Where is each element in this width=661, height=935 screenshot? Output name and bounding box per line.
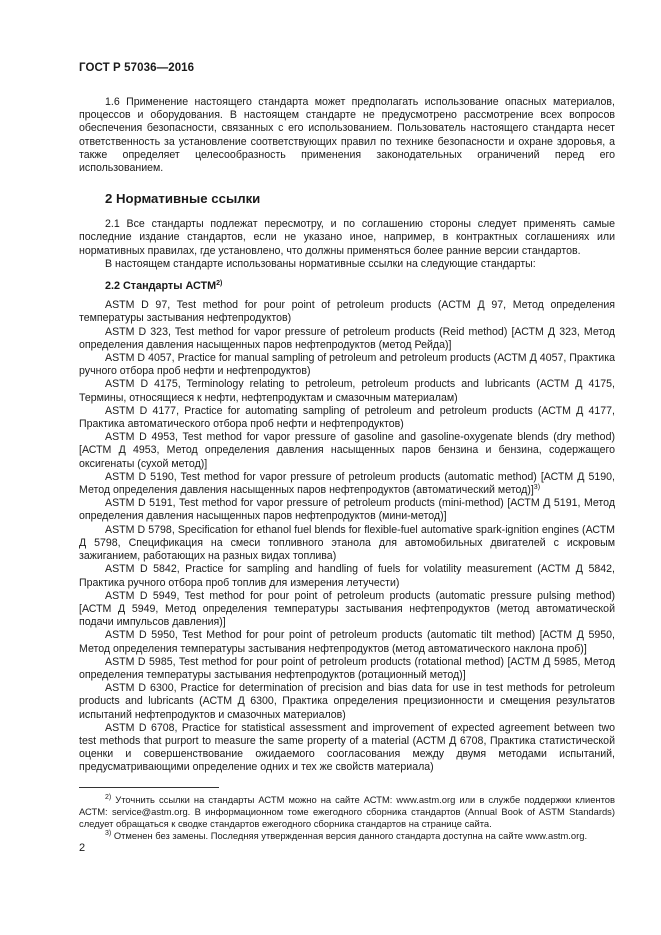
page-number: 2 <box>79 842 86 854</box>
reference-item-5190 <box>79 471 615 497</box>
footnote-mark: 3) <box>105 829 112 837</box>
reference-item: ASTM D 323, Test method for vapor pressure of petroleum products (Reid method) [АСТМ Д 323, Метод определения давления насыщенных паров нефтепродуктов (метод Рейда)] <box>79 325 615 351</box>
reference-item: ASTM D 6300, Practice for determination of precision and bias data for use in test methods for petroleum products and lubricants (АСТМ Д 6300, Практика определения прецизионности и смещения результатов испытаний нефтепродуктов и смазочных материалов) <box>79 682 615 721</box>
section-title: 2 Нормативные ссылки <box>105 191 261 207</box>
reference-item: ASTM D 5949, Test method for pour point of petroleum products (automatic pressure pulsing method) [АСТМ Д 5949, Метод определения температуры застывания нефтепродуктов (метод автоматической подачи импульсов давления)] <box>79 589 615 629</box>
footnote-text: Уточнить ссылки на стандарты АСТМ можно на сайте АСТМ: www.astm.org или в службе поддержки клиентов АСТМ: service@astm.org. В информационном томе ежегодного сборника стандартов (Annual Book of ASTM Standards) следует обращаться к сводке стандартов ежегодного сборника стандартов на странице сайта. <box>79 793 615 829</box>
reference-item: ASTM D 4953, Test method for vapor pressure of gasoline and gasoline-oxygenate blends (dry method) [АСТМ Д 4953, Метод определения давления насыщенных паров бензина и бензина, содержащего оксигенаты (сухой метод)] <box>79 431 615 470</box>
footnote-ref-3: 3) <box>533 484 541 492</box>
reference-item: ASTM D 5950, Test Method for pour point of petroleum products (automatic tilt method) [АСТМ Д 5950, Метод определения температуры застывания нефтепродуктов (метод автоматического наклона проб)] <box>79 629 615 655</box>
paragraph-2-1: 2.1 Все стандарты подлежат пересмотру, и по соглашению стороны следует применять самые последние издание стандартов, если не указано иное, например, в контрактных соглашениях или нормативных правилах, где установлено, что должны применяться более ранние версии стандартов. <box>79 218 615 257</box>
reference-item: ASTM D 5842, Practice for sampling and handling of fuels for volatility measurement (АСТМ Д 5842, Практика ручного отбора проб топлив для измерения летучести) <box>79 563 615 589</box>
reference-item: ASTM D 4057, Practice for manual sampling of petroleum and petroleum products (АСТМ Д 4057, Практика ручного отбора проб нефти и нефтепродуктов) <box>79 352 615 378</box>
reference-item: ASTM D 97, Test method for pour point of petroleum products (АСТМ Д 97, Метод определения температуры застывания нефтепродуктов) <box>79 299 615 325</box>
reference-item: ASTM D 5191, Test method for vapor pressure of petroleum products (mini-method) [АСТМ Д 5191, Метод определения давления насыщенных паров нефтепродуктов (мини-метод)] <box>79 497 615 523</box>
footnotes <box>79 794 615 842</box>
footnote-text: Отменен без замены. Последняя утвержденная версия данного стандарта доступна на сайте www.astm.org. <box>113 829 588 841</box>
subsection-title <box>79 280 615 293</box>
footnote-ref-2: 2) <box>216 280 223 288</box>
page-content <box>79 96 615 842</box>
paragraph-1-6: 1.6 Применение настоящего стандарта может предполагать использование опасных материалов, процессов и оборудования. В настоящем стандарте не предусмотрено рассмотрение всех вопросов обеспечения безопасности, связанных с его использованием. Пользователь настоящего стандарта несет ответственность за установление соответствующих правил по технике безопасности и охране здоровья, а также определяет целесообразность применения законодательных ограничений перед его использованием. <box>79 96 615 175</box>
reference-text: ASTM D 5190, Test method for vapor pressure of petroleum products (automatic method) [АСТМ Д 5190, Метод определения давления насыщенных паров нефтепродуктов (автоматический метод)] <box>79 470 615 497</box>
reference-item: ASTM D 4177, Practice for automating sampling of petroleum and petroleum products (АСТМ Д 4177, Практика автоматического отбора проб нефти и нефтепродуктов) <box>79 404 615 431</box>
footnote-divider <box>79 787 219 788</box>
document-code-header: ГОСТ Р 57036—2016 <box>79 62 195 74</box>
reference-item: ASTM D 5798, Specification for ethanol fuel blends for flexible-fuel automative spark-ignition engines (АСТМ Д 5798, Спецификация на смеси топливного этанола для автомобильных двигателей с искровым зажиганием, работающих на разных видах топлива) <box>79 523 615 563</box>
reference-item: ASTM D 4175, Terminology relating to petroleum, petroleum products and lubricants (АСТМ Д 4175, Термины, относящиеся к нефти, нефтепродуктам и смазочным материалам) <box>79 378 615 404</box>
footnote-2 <box>79 794 615 830</box>
footnote-3 <box>79 830 615 842</box>
footnote-mark: 2) <box>105 793 112 801</box>
reference-item: ASTM D 6708, Practice for statistical assessment and improvement of expected agreement between two test methods that purport to measure the same property of a material (АСТМ Д 6708, Практика статистической оценки и совершенствование ожидаемого соогласования между двумя методами испытаний, предусматривающими определение одних и тех же свойств материала) <box>79 721 615 774</box>
subsection-title-text: 2.2 Стандарты АСТМ <box>105 280 217 293</box>
paragraph-2-1-cont: В настоящем стандарте использованы нормативные ссылки на следующие стандарты: <box>105 257 536 270</box>
reference-item: ASTM D 5985, Test method for pour point of petroleum products (rotational method) [АСТМ Д 5985, Метод определения температуры застывания нефтепродуктов (ротационный метод)] <box>79 655 615 681</box>
